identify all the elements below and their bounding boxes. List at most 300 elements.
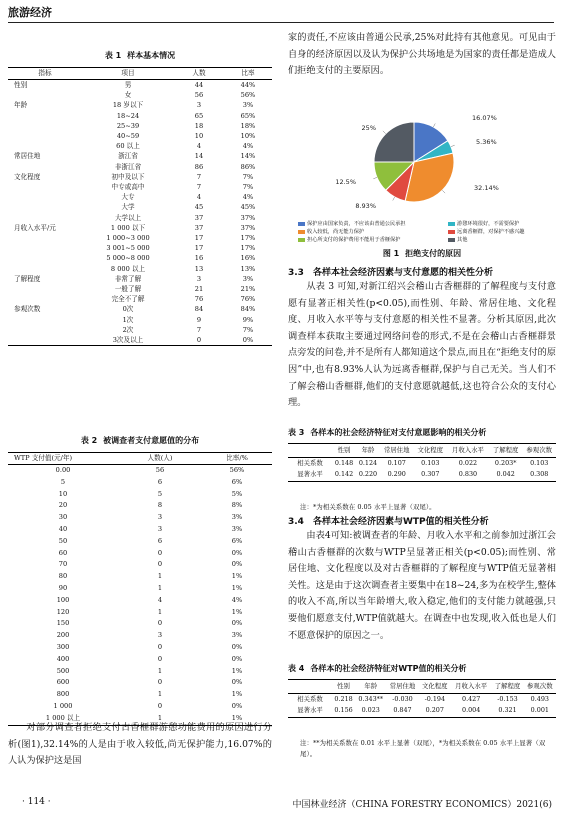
table2-row [8, 689, 272, 701]
table2-cell: 3% [231, 513, 243, 522]
legend-item [298, 220, 448, 228]
table1-cell [8, 233, 82, 243]
table2-row [8, 642, 272, 654]
table1-cell: 17% [240, 234, 256, 243]
table1-cell: 大专 [121, 193, 135, 202]
table1-row [8, 325, 272, 335]
table3-header-cell: 了解程度 [489, 444, 523, 458]
legend-label: 收入较低，尚无能力保护 [307, 229, 365, 235]
table2-cell: 5 [60, 477, 66, 486]
table1-row [8, 121, 272, 131]
table1-cell: 56% [240, 91, 256, 100]
section-3-4-title: 3.4 各样本社会经济因素与WTP值的相关性分析 [288, 517, 489, 527]
table1-cell: 非常了解 [114, 274, 142, 283]
table3-header-cell: 月收入水平 [447, 444, 489, 458]
table1-cell: 2次 [122, 325, 134, 334]
table1-cell: 4% [242, 193, 254, 202]
table1-cell: 1次 [122, 315, 134, 324]
table4-cell: -0.153 [497, 694, 518, 703]
table2-cell: 50 [58, 536, 68, 545]
table1-cell: 3% [242, 274, 254, 283]
legend-label: 担心所支付的保护费用不能用于香榧保护 [307, 237, 401, 243]
table2-cell: 1 000 以上 [45, 713, 81, 722]
table4-cell: 显著水平 [297, 706, 323, 714]
section-3-3-text: 从表 3 可知,对新江绍兴会稽山古香榧群的了解程度与支付意愿有显著正相关性(p<0.05),而性别、年龄、常居住地、文化程度、月收入水平等与支付意愿的相关性不显著。分析其原因,此次调查样本获取主要通过网络问卷的形式,不是在会稽山古香榧群景点旁发的问卷,并不是所有人都知道这个景点,而且在“拒绝支付的原因”中,也有8.93%人认为远离香榧群,保护与自己无关。当人们不了解会稽山香榧群,他们的支付意愿就越低,这也符合公众的支付心理。 [288, 281, 556, 409]
table4-header-cell: 参观次数 [524, 680, 556, 694]
table3-cell: 0.042 [496, 470, 515, 478]
table3-note: 注：*为相关系数在 0.05 水平上显著（双尾）。 [300, 503, 436, 511]
table1-cell: 7 [196, 325, 202, 334]
pie-slice-label: 12.5% [335, 178, 356, 186]
figure1-pie-chart [300, 106, 540, 218]
left-paragraph: 对部分调查者拒绝支付古香榧群游憩功能费用的原因进行分析(图1),32.14%的人是由于收入较低,尚无保护能力,16.07%的人认为保护这是国 [8, 722, 272, 767]
table2-row [8, 477, 272, 489]
table1-cell: 3次及以上 [112, 336, 144, 345]
table2-cell: 0% [231, 548, 243, 557]
table4-cell: 0.001 [530, 706, 549, 714]
table2-cell: 0% [231, 654, 243, 663]
table1-cell [8, 253, 82, 263]
table4-cell: 相关系数 [297, 694, 323, 703]
table2-cell: 56 [155, 466, 165, 474]
legend-swatch [448, 222, 455, 226]
table4-header-cell [288, 680, 332, 694]
table1-cell: 44 [194, 81, 204, 89]
table2 [8, 452, 272, 726]
table2-cell: 56% [229, 466, 245, 474]
table1-cell: 常居住地 [14, 152, 41, 161]
legend-swatch [298, 238, 305, 242]
table2-row [8, 630, 272, 642]
table3-caption [288, 427, 556, 438]
pie-leader-line [383, 131, 386, 134]
table3-header-cell: 文化程度 [413, 444, 447, 458]
table1-cell: 4% [242, 142, 254, 151]
table1-cell [8, 335, 82, 346]
table2-header-cell: WTP 支付值(元/年) [8, 453, 118, 465]
table4-row [288, 693, 556, 705]
table4-header-cell: 常居住地 [386, 680, 418, 694]
table1-cell [8, 202, 82, 212]
table3-cell: 0.830 [458, 470, 478, 478]
table1-cell: 9 [196, 315, 202, 324]
table1-cell: 3 [196, 274, 202, 283]
table2-cell: 1 [157, 583, 163, 592]
table4-cell: 0.847 [393, 706, 412, 714]
pie-slice-label: 32.14% [474, 184, 499, 192]
table1-cell: 3% [242, 101, 254, 110]
table1-cell: 浙江省 [118, 152, 138, 161]
table1-cell: 18% [240, 121, 256, 130]
right-paragraph-top: 家的责任,不应该由普通公民承,25%对此持有其他意见。可见由于自身的经济原因以及认为保护公共场地是为国家的责任都是造成人们拒绝支付的主要原因。 [288, 32, 556, 77]
table1-header-cell: 指标 [8, 68, 82, 80]
table2-cell: 200 [56, 631, 70, 640]
table2-row [8, 489, 272, 501]
table2-cell: 8 [157, 501, 163, 510]
table1-cell: 3 001~5 000 [106, 244, 150, 253]
table1-row [8, 202, 272, 212]
table1-cell: 5 000~8 000 [106, 254, 150, 263]
table2-header-cell: 人数(人) [118, 453, 202, 465]
table2-caption [8, 435, 272, 446]
table1-cell: 45% [240, 203, 256, 212]
table2-row [8, 500, 272, 512]
table2-cell: 300 [56, 642, 70, 651]
table1-row [8, 335, 272, 346]
table2-cell: 0% [231, 701, 243, 710]
table2-row [8, 618, 272, 630]
table2-row [8, 536, 272, 548]
table2-cell: 4 [157, 595, 163, 604]
table3-cell: 0.142 [334, 470, 354, 478]
table2-row [8, 559, 272, 571]
table2-cell: 1 [157, 572, 163, 581]
table3-cell: 0.308 [530, 470, 549, 478]
table1-caption-no: 表 1 [104, 51, 122, 60]
table2-cell: 0 [157, 548, 163, 557]
table1-cell: 21 [194, 285, 204, 294]
table1-cell: 56 [194, 91, 204, 100]
table2-row [8, 677, 272, 689]
table2-header-row [8, 453, 272, 465]
table1-cell [8, 315, 82, 325]
table1-cell: 16 [194, 254, 204, 263]
table1-row [8, 233, 272, 243]
table2-row [8, 607, 272, 619]
table1-cell: 37% [240, 223, 256, 232]
table1-caption-text: 样本基本情况 [127, 51, 176, 60]
table2-cell: 6% [231, 477, 243, 486]
table3-header-cell: 参观次数 [522, 444, 556, 458]
table1-cell: 13% [240, 264, 256, 273]
figure1-caption-no: 图 1 [382, 249, 400, 258]
table2-cell: 3 [157, 513, 163, 522]
table4-header-cell: 年龄 [355, 680, 386, 694]
table2-cell: 0.00 [55, 466, 71, 474]
table1-cell: 1 000~3 000 [106, 234, 150, 243]
table1-cell: 9% [242, 315, 254, 324]
table1-cell: 女 [124, 91, 132, 100]
pie-leader-line [442, 190, 445, 193]
table3-cell: 0.203* [494, 458, 517, 467]
table2-cell: 0% [231, 560, 243, 569]
table1-cell: 60 以上 [116, 142, 140, 151]
table2-cell: 70 [58, 560, 68, 569]
table3-cell: 0.103 [530, 458, 549, 467]
table1-cell: 初中及以下 [111, 172, 145, 181]
table1-row [8, 243, 272, 253]
table1-cell: 4 [196, 193, 202, 202]
table1-cell: 76% [240, 295, 256, 304]
table2-row [8, 524, 272, 536]
table2-cell: 4% [231, 595, 243, 604]
table2-cell: 8% [231, 501, 243, 510]
legend-swatch [298, 222, 305, 226]
table2-cell: 0 [157, 701, 163, 710]
table2-row [8, 571, 272, 583]
table1-row [8, 172, 272, 182]
table1-cell [8, 141, 82, 151]
table2-cell: 1 [157, 713, 163, 722]
table1-header-cell: 人数 [174, 68, 224, 80]
table1-row [8, 90, 272, 100]
legend-item [448, 236, 553, 244]
table1-cell: 16% [240, 254, 256, 263]
table2-cell: 1% [231, 713, 243, 722]
table2-row [8, 666, 272, 678]
table1-row [8, 100, 272, 110]
table1-cell: 13 [194, 264, 204, 273]
table2-row [8, 512, 272, 524]
table4-header-cell: 了解程度 [491, 680, 523, 694]
table1-cell: 中专或高中 [111, 183, 145, 192]
table2-cell: 120 [56, 607, 70, 616]
table1-cell: 3 [196, 101, 202, 110]
table1-caption [8, 50, 272, 61]
table2-cell: 600 [56, 678, 70, 687]
table2-cell: 0 [157, 642, 163, 651]
table2-header-cell: 比率/% [202, 453, 272, 465]
pie-leader-line [373, 177, 377, 179]
running-header: 旅游经济 [8, 6, 52, 19]
table3-header-cell: 年龄 [356, 444, 380, 458]
table1-cell [8, 162, 82, 172]
table4-cell: -0.194 [424, 694, 446, 703]
table1-row [8, 264, 272, 274]
table1-row [8, 141, 272, 151]
table1-cell: 86 [194, 162, 204, 171]
table1-cell: 25~39 [116, 121, 140, 130]
table4-note: 注：**为相关系数在 0.01 水平上显著（双尾），*为相关系数在 0.05 水平上显著（双尾）。 [300, 739, 546, 758]
table1-cell: 0 [196, 336, 202, 345]
table2-cell: 1 [157, 690, 163, 699]
table1-cell: 4 [196, 142, 202, 151]
table2-cell: 5 [157, 489, 163, 498]
table1-cell: 76 [194, 295, 204, 304]
table1-cell: 17 [194, 244, 204, 253]
table2-cell: 1% [231, 572, 243, 581]
table4-header-cell: 文化程度 [419, 680, 451, 694]
table1-cell: 44% [240, 81, 256, 89]
table4-header-cell: 月收入水平 [451, 680, 491, 694]
legend-item [298, 228, 448, 236]
table1-cell: 0次 [122, 305, 134, 314]
table2-cell: 0 [157, 678, 163, 687]
legend-swatch [448, 230, 455, 234]
table2-caption-no: 表 2 [80, 436, 98, 445]
table1-cell: 7 [196, 183, 202, 192]
table1-cell: 10 [194, 132, 204, 141]
table1-cell [8, 213, 82, 223]
table1-cell: 年龄 [14, 101, 28, 110]
table4-header-cell: 性别 [332, 680, 355, 694]
table1-cell: 8 000 以上 [110, 264, 146, 273]
table3-row [288, 457, 556, 469]
table1-cell: 7% [242, 325, 254, 334]
table2-row [8, 465, 272, 477]
table3-caption-text: 各样本的社会经济特征对支付意愿影响的相关分析 [310, 428, 487, 437]
table1-cell: 65% [240, 111, 256, 120]
table1-cell [8, 294, 82, 304]
table4-cell: 0.321 [498, 706, 517, 714]
table3-cell: 0.148 [334, 458, 354, 467]
table1-cell: 84 [194, 305, 204, 314]
table2-cell: 10 [58, 489, 68, 498]
footer-journal: 中国林业经济（CHINA FORESTRY ECONOMICS）2021(6) [292, 800, 552, 810]
table1-cell: 37% [240, 213, 256, 222]
page-number: · 114 · [22, 797, 51, 807]
table1-cell: 性别 [14, 81, 28, 89]
legend-swatch [298, 230, 305, 234]
pie-slice-label: 5.36% [476, 138, 497, 146]
table1-cell: 非浙江省 [114, 162, 142, 171]
table2-cell: 0 [157, 654, 163, 663]
table1-cell [8, 90, 82, 100]
table1-cell: 参观次数 [14, 305, 41, 314]
table2-cell: 100 [56, 595, 70, 604]
table3-cell: 0.107 [387, 458, 406, 467]
table1-row [8, 151, 272, 161]
table1-header-cell: 比率 [224, 68, 272, 80]
table1-cell: 大学以上 [114, 213, 142, 222]
table2-cell: 60 [58, 548, 68, 557]
table2-cell: 1% [231, 607, 243, 616]
table1-cell [8, 182, 82, 192]
table4-cell: 0.023 [361, 706, 380, 714]
table1-row [8, 162, 272, 172]
table2-cell: 3% [231, 524, 243, 533]
table1-row [8, 213, 272, 223]
section-3-3-title: 3.3 各样本社会经济因素与支付意愿的相关性分析 [288, 268, 493, 278]
table1 [8, 67, 272, 346]
table4-caption-text: 各样本的社会经济特征对WTP值的相关分析 [310, 664, 467, 673]
table2-cell: 1 [157, 666, 163, 675]
legend-swatch [448, 238, 455, 242]
table3-header-cell: 常居住地 [380, 444, 414, 458]
table1-row [8, 223, 272, 233]
table4 [288, 679, 556, 718]
table1-row [8, 294, 272, 304]
table1-cell: 0% [242, 336, 254, 345]
table2-cell: 1% [231, 666, 243, 675]
table3-cell: 显著水平 [297, 470, 323, 478]
table1-row [8, 304, 272, 314]
table2-cell: 80 [58, 572, 68, 581]
table2-cell: 0% [231, 642, 243, 651]
table3-cell: 相关系数 [297, 458, 323, 467]
table2-cell: 3 [157, 631, 163, 640]
table1-header-row [8, 68, 272, 80]
table1-cell: 17 [194, 234, 204, 243]
table2-cell: 400 [56, 654, 70, 663]
figure1-caption-text: 拒绝支付的原因 [405, 249, 462, 258]
table1-cell [8, 325, 82, 335]
table2-cell: 6 [157, 477, 163, 486]
table1-header-cell: 项目 [82, 68, 174, 80]
table2-caption-text: 被调查者支付意愿值的分布 [103, 436, 200, 445]
table1-cell: 40~59 [116, 132, 140, 141]
figure1-legend [298, 220, 560, 244]
table2-cell: 800 [56, 690, 70, 699]
table1-cell [8, 111, 82, 121]
table2-cell: 0 [157, 560, 163, 569]
table2-row [8, 654, 272, 666]
table4-cell: 0.207 [425, 706, 444, 714]
table3-cell: 0.022 [458, 458, 478, 467]
table4-header-row [288, 680, 556, 694]
table1-row [8, 182, 272, 192]
table1-row [8, 274, 272, 284]
table2-cell: 6 [157, 536, 163, 545]
figure1-caption [288, 248, 556, 259]
table2-cell: 1 000 [53, 701, 73, 710]
header-rule [8, 22, 554, 23]
table1-cell: 86% [240, 162, 256, 171]
table2-cell: 3% [231, 631, 243, 640]
table3-row [288, 469, 556, 481]
table3-cell: 0.290 [387, 470, 406, 478]
table2-cell: 3 [157, 524, 163, 533]
table1-cell: 65 [194, 111, 204, 120]
table2-cell: 150 [56, 619, 70, 628]
table1-cell: 45 [194, 203, 204, 212]
legend-label: 其他 [457, 237, 468, 243]
table1-cell [8, 121, 82, 131]
table1-cell: 10% [240, 132, 256, 141]
pie-slice [374, 122, 414, 162]
table4-cell: -0.030 [392, 694, 413, 703]
table1-cell: 37 [194, 223, 204, 232]
table2-cell: 500 [56, 666, 70, 675]
table2-cell: 30 [58, 513, 68, 522]
table1-cell: 7 [196, 172, 202, 181]
table1-cell: 男 [124, 81, 132, 89]
table1-row [8, 131, 272, 141]
table1-cell [8, 284, 82, 294]
table1-cell: 14 [194, 152, 204, 161]
table1-cell: 37 [194, 213, 204, 222]
table1-row [8, 253, 272, 263]
table1-cell: 17% [240, 244, 256, 253]
table1-cell: 大学 [121, 203, 135, 212]
table1-row [8, 111, 272, 121]
pie-slice-label: 8.93% [355, 202, 376, 210]
table1-cell: 18 [194, 121, 204, 130]
pie-slice-label: 16.07% [472, 114, 497, 122]
table1-cell: 一般了解 [114, 285, 142, 294]
pie-leader-line [451, 145, 455, 147]
table3-cell: 0.103 [421, 458, 440, 467]
table1-cell [8, 131, 82, 141]
table3-caption-no: 表 3 [288, 428, 305, 437]
table4-cell: 0.218 [334, 694, 353, 703]
table2-cell: 0 [157, 619, 163, 628]
table4-row [288, 705, 556, 717]
table2-cell: 20 [58, 501, 68, 510]
legend-label: 远离香榧群，对保护不感兴趣 [457, 229, 525, 235]
legend-label: 保护应由国家负责，不应该由普通公民承担 [307, 221, 406, 227]
pie-slice-label: 25% [361, 124, 376, 132]
table4-cell: 0.004 [462, 706, 481, 714]
table1-cell: 18 岁以下 [112, 101, 144, 110]
table3-header-cell: 性别 [332, 444, 356, 458]
table2-row [8, 595, 272, 607]
table4-cell: 0.343** [358, 694, 384, 703]
legend-item [448, 228, 553, 236]
table2-cell: 6% [231, 536, 243, 545]
table4-cell: 0.493 [530, 694, 549, 703]
table3-cell: 0.124 [358, 458, 378, 467]
